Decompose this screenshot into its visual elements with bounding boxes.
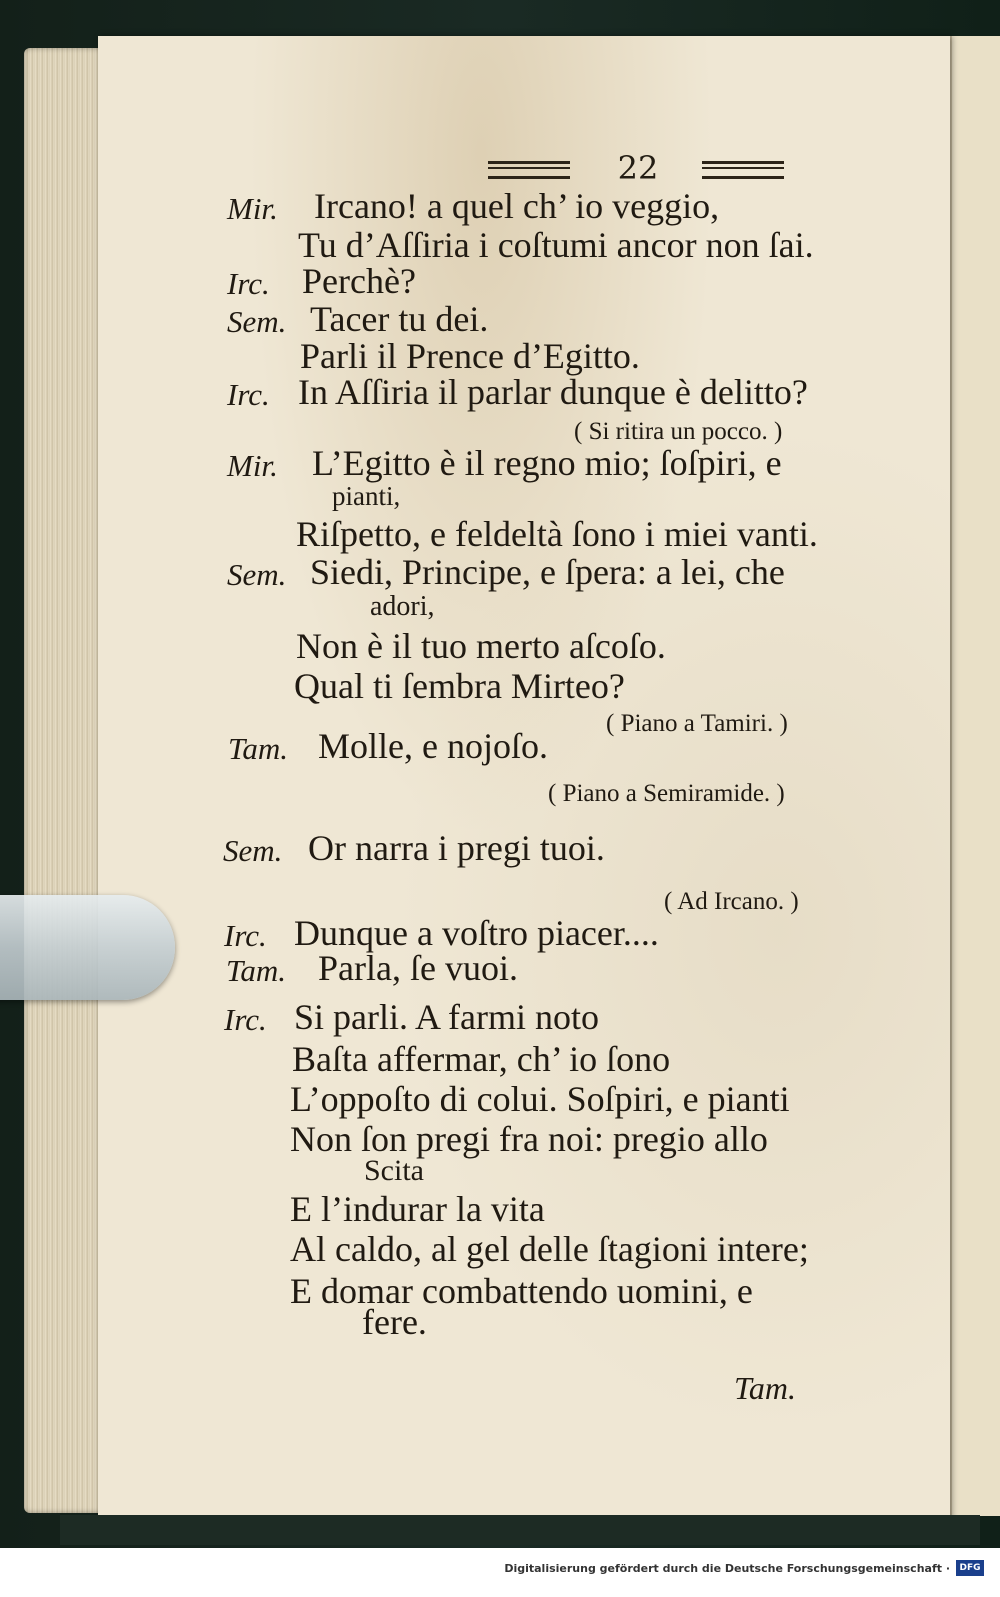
ornament-rule-left: [488, 161, 570, 179]
verse-line: Qual ti ſembra Mirteo?: [294, 666, 625, 706]
verse-line: Perchè?: [302, 261, 416, 301]
footer-bar: [0, 1548, 1000, 1597]
speaker-label: Irc.: [224, 1002, 267, 1037]
stage-direction: ( Piano a Tamiri. ): [606, 710, 788, 737]
speaker-label: Irc.: [227, 266, 270, 301]
book-bottom-edge: [60, 1515, 980, 1545]
speaker-label: Mir.: [227, 191, 278, 226]
speaker-label: Irc.: [227, 377, 270, 412]
verse-line: Non ſon pregi fra noi: pregio allo: [290, 1119, 768, 1159]
verse-line: Siedi, Principe, e ſpera: a lei, che: [310, 552, 785, 592]
verse-line: E domar combattendo uomini, e: [290, 1271, 753, 1311]
verse-line: Dunque a voſtro piacer....: [294, 913, 659, 953]
verse-line: Or narra i pregi tuoi.: [308, 828, 605, 868]
verse-line: Scita: [364, 1154, 424, 1187]
ornament-rule-right: [702, 161, 784, 179]
running-head: [488, 149, 788, 189]
next-page-edge: [950, 36, 1000, 1516]
verse-line: Non è il tuo merto aſcoſo.: [296, 626, 666, 666]
verse-line: adori,: [370, 591, 435, 622]
verse-line: L’oppoſto di colui. Soſpiri, e pianti: [290, 1079, 790, 1119]
footer-credit: Digitalisierung gefördert durch die Deutsche Forschungsgemeinschaft ·: [504, 1562, 950, 1575]
stage-direction: ( Ad Ircano. ): [664, 888, 799, 915]
speaker-label: Sem.: [223, 833, 283, 868]
speaker-label: Irc.: [224, 918, 267, 953]
stage-direction: ( Piano a Semiramide. ): [548, 780, 785, 807]
verse-line: E l’indurar la vita: [290, 1189, 545, 1229]
page-number: 22: [617, 149, 659, 187]
page-clip: [0, 895, 175, 1000]
stage-direction: ( Si ritira un pocco. ): [574, 418, 783, 445]
verse-line: In Aſſiria il parlar dunque è delitto?: [298, 372, 808, 412]
verse-line: Molle, e nojoſo.: [318, 726, 548, 766]
verse-line: Ircano! a quel ch’ io veggio,: [314, 186, 720, 226]
dfg-logo: DFG: [956, 1560, 984, 1576]
verse-line: Parli il Prence d’Egitto.: [300, 336, 640, 376]
speaker-label: Sem.: [227, 304, 287, 339]
speaker-label: Tam.: [226, 953, 287, 988]
verse-line: Tu d’Aſſiria i coſtumi ancor non ſai.: [298, 225, 814, 265]
verse-line: Riſpetto, e feldeltà ſono i miei vanti.: [296, 514, 818, 554]
verse-line: Si parli. A farmi noto: [294, 997, 599, 1037]
verse-line: Parla, ſe vuoi.: [318, 948, 518, 988]
verse-line: fere.: [362, 1302, 427, 1342]
verse-line: Tacer tu dei.: [310, 299, 489, 339]
speaker-label: Tam.: [228, 731, 289, 766]
catchword: Tam.: [734, 1370, 796, 1406]
book-page: [98, 36, 950, 1526]
verse-line: Baſta affermar, ch’ io ſono: [292, 1039, 671, 1079]
speaker-label: Mir.: [227, 448, 278, 483]
verse-line: Al caldo, al gel delle ſtagioni intere;: [290, 1229, 809, 1269]
verse-line: pianti,: [332, 481, 401, 511]
speaker-label: Sem.: [227, 557, 287, 592]
verse-line: L’Egitto è il regno mio; ſoſpiri, e: [312, 443, 782, 483]
